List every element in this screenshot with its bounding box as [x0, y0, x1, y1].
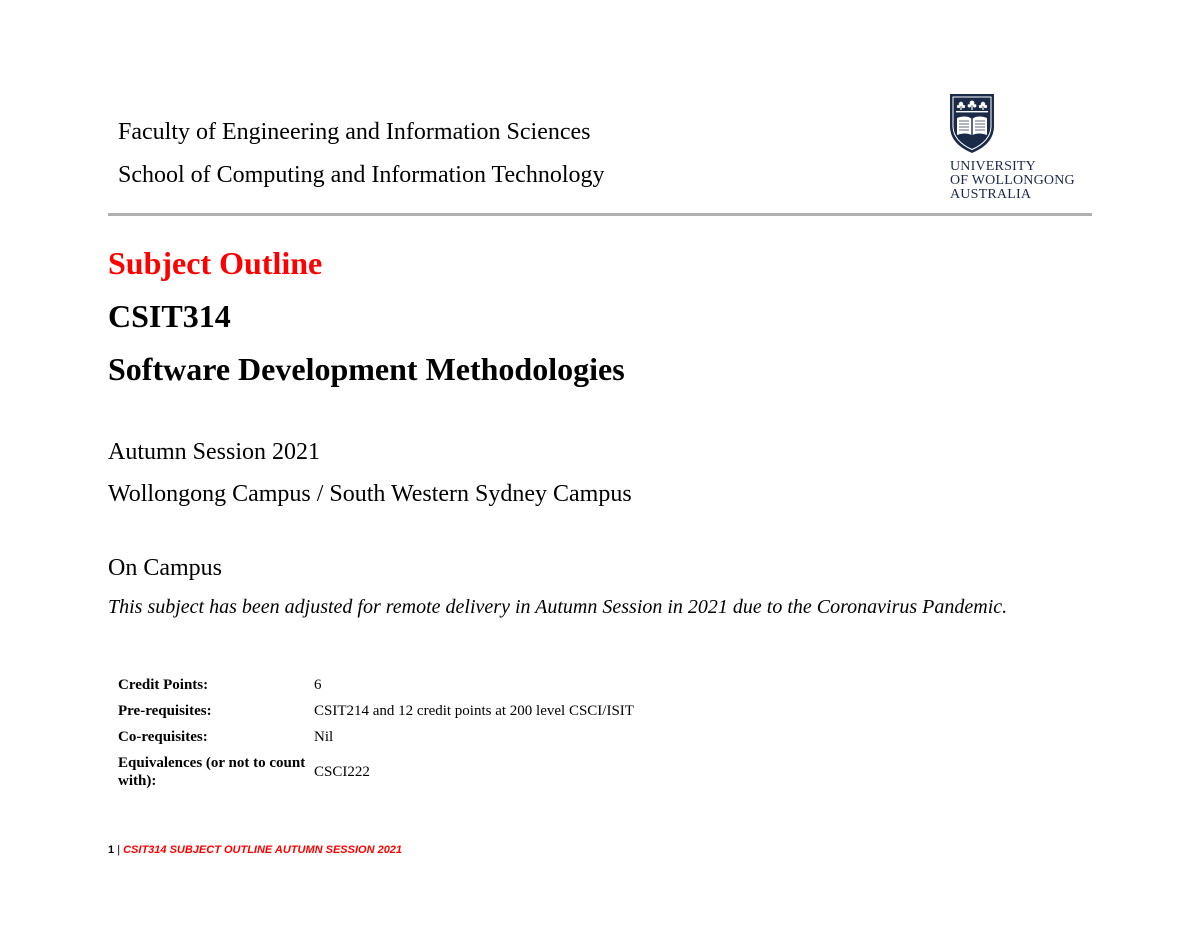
wordmark-line-1: UNIVERSITY [950, 159, 1036, 174]
details-label: Co-requisites: [118, 729, 208, 745]
details-label: Credit Points: [118, 677, 209, 693]
document-header [118, 114, 604, 193]
footer-title: CSIT314 SUBJECT OUTLINE AUTUMN SESSION 2021 [123, 844, 403, 856]
details-value: 6 [314, 677, 322, 693]
faculty-name: Faculty of Engineering and Information Sciences [118, 119, 591, 145]
school-name: School of Computing and Information Technology [118, 162, 605, 188]
details-label: Pre-requisites: [118, 703, 212, 719]
details-value: Nil [314, 729, 334, 745]
details-row-corequisites [118, 724, 634, 750]
details-row-credit-points [118, 672, 634, 698]
university-wordmark [950, 160, 1075, 202]
page-number: 1 [108, 844, 115, 856]
remote-delivery-notice: This subject has been adjusted for remote delivery in Autumn Session in 2021 due to the Coronavirus Pandemic. [108, 596, 1008, 618]
details-label: Equivalences (or not to count with): [118, 755, 306, 789]
header-divider [108, 213, 1092, 216]
details-row-prerequisites [118, 698, 634, 724]
campus-text: Wollongong Campus / South Western Sydney Campus [108, 481, 632, 507]
page-footer [108, 842, 402, 858]
wordmark-line-2: OF WOLLONGONG [950, 173, 1075, 188]
details-value: CSIT214 and 12 credit points at 200 level CSCI/ISIT [314, 703, 634, 719]
wordmark-line-3: AUSTRALIA [950, 187, 1032, 202]
footer-separator: | [117, 844, 121, 856]
university-crest-icon [948, 92, 996, 154]
subject-title: Software Development Methodologies [108, 351, 625, 387]
subject-code: CSIT314 [108, 298, 231, 334]
details-value: CSCI222 [314, 764, 370, 780]
document-type-heading: Subject Outline [108, 245, 323, 281]
subject-details-table [118, 672, 634, 794]
session-text: Autumn Session 2021 [108, 439, 321, 465]
delivery-mode: On Campus [108, 555, 222, 581]
details-row-equivalences [118, 750, 634, 794]
